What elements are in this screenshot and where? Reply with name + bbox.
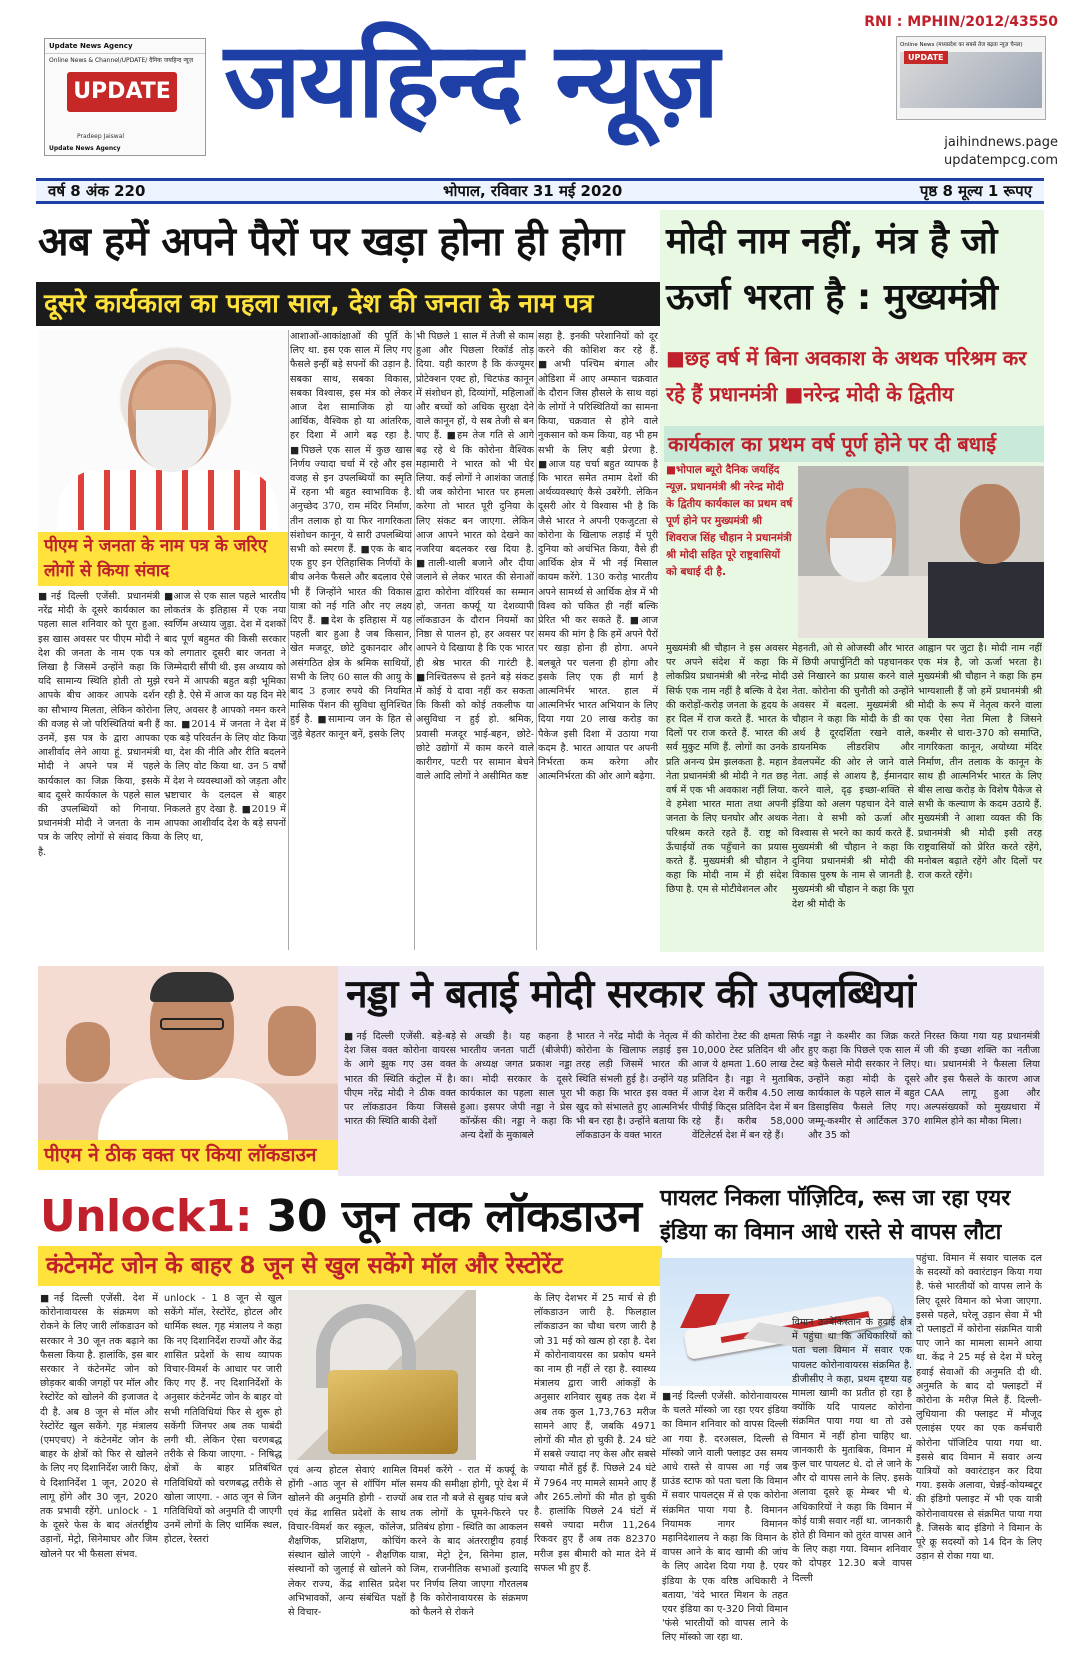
website-links bbox=[944, 134, 1058, 170]
website-link-2[interactable]: updatempcg.com bbox=[943, 153, 1058, 168]
ad-right bbox=[896, 36, 1046, 120]
ad-left-header: Update News Agency bbox=[45, 39, 205, 54]
modi-chouhan-photo bbox=[798, 466, 1044, 638]
unlock-col-4: विमर्श करेंगे - रात में कर्फ्यू के समय की समीक्षा होगी, पूरे देश में अब रात नौ बजे से सुबह पांच बजे तक लोगों के घूमने-फिरने पर प्रतिबंध होगा - स्थिति का आकलन करने के बाद अंतरराष्ट्रीय हवाई यात्रा, मेट्रो ट्रेन, सिनेमा हाल, जिम, राजनीतिक सभाओं इत्यादि पर निर्णय लिया जाएगा गौरतलब है कि कोरोनावायरस के संक्रमण को फैलने से रोकने bbox=[410, 1465, 528, 1619]
nadda-col-1: ■नई दिल्ली एजेंसी. बड़े-बड़े देश जिस वक्त कोरोना वायरस के आगे झुक गए उस वक्त भारत की स्थिति कंट्रोल में है। पीएम नरेंद्र मोदी ने ठीक वक्त पर लॉकडाउन किया जिससे भारत की स्थिति बाकी देशों bbox=[344, 1031, 456, 1128]
ad-right-text: Online News (मध्यप्रदेश का सबसे तेज बढ़ता न्यूज़ चैनल) bbox=[900, 42, 1023, 48]
unlock-subhead: कंटेनमेंट जोन के बाहर 8 जून से खुल सकेंगे मॉल और रेस्टोरेंट bbox=[38, 1246, 662, 1286]
issue-number: वर्ष 8 अंक 220 bbox=[48, 182, 146, 200]
modi-photo-caption: पीएम ने जनता के नाम पत्र के जरिए लोगों से किया संवाद bbox=[38, 532, 288, 586]
cm-col-1: मुख्यमंत्री श्री चौहान ने इस अवसर पर अपने संदेश में कहा कि लोकप्रिय प्रधानमंत्री श्री नरेन्द्र मोदी सिर्फ एक नाम नहीं है बल्कि वे देश की करोड़ों-करोड़ जनता के हृदय के हर दिल में राज करते हैं. भारत के दिलों पर राज करते हैं. भारत की सर्व मुकुट मणि हैं. लोगों का उनके प्रति अनन्य प्रेम झलकता है. महान नेता प्रधानमंत्री श्री मोदी ने गत छह वर्ष में एक भी अवकाश नहीं लिया. वे हमेशा भारत माता तथा अपनी जनता के लिए घनघोर और अथक परिश्रम करते रहते हैं. राष्ट्र को ऊँचाईयों तक पहुँचाने का प्रयास करते हैं. मुख्यमंत्री श्री चौहान ने कहा कि मोदी नाम में ही संदेश छिपा है. एम से मोटीवेशनल और bbox=[666, 643, 788, 896]
padlock-photo bbox=[288, 1290, 476, 1460]
rni-number: RNI : MPHIN/2012/43550 bbox=[864, 14, 1058, 30]
ad-left-person: Pradeep Jaiswal bbox=[77, 133, 125, 140]
nadda-col-5: नड्डा ने कश्मीर का जिक्र करते हुए कहा कि पिछले एक साल में बड़े फैसले मोदी सरकार ने लिए। उन्होंने कहा मोदी के दूसरे कार्यकाल के पहले साल में बहुत डिसाइसिव फैसले लिए गए। जम्मू-कश्मीर से आर्टिकल 370 और 35 को bbox=[808, 1031, 920, 1142]
main-col-3: आशाओं-आकांक्षाओं की पूर्ति के लिए था. इस एक साल में लिए गए फैसले इन्हीं बड़े सपनों की उड़ान है. सबका साथ, सबका विकास, सबका विश्वास, इस मंत्र को लेकर आज देश सामाजिक हो या आर्थिक, वैश्विक हो या आंतरिक, हर दिशा में आगे बढ़ रहा है. ■पिछले एक साल में कुछ खास निर्णय ज्यादा चर्चा में रहे और इस वजह से इन उपलब्धियों का स्मृति में रहना भी बहुत स्वाभाविक है. अनुच्छेद 370, राम मंदिर निर्माण, तीन तलाक हो या फिर नागरिकता संशोधन कानून, ये सारी उपलब्धियां सभी को स्मरण हैं. ■एक के बाद एक हुए इन ऐतिहासिक निर्णयों के बीच अनेक फैसले और बदलाव ऐसे भी हैं जिन्होंने भारत की विकास यात्रा को नई गति और नए लक्ष्य दिए हैं. ■देश के इतिहास में यह पहली बार हुआ है जब किसान, खेत मजदूर, छोटे दुकानदार और असंगठित क्षेत्र के श्रमिक साथियों, सभी के लिए 60 साल की आयु के बाद 3 हजार रुपये की नियमित मासिक पेंशन की सुविधा सुनिश्चित हुई है. ■सामान्य जन के हित से जुड़े बेहतर कानून बनें, इसके लिए bbox=[290, 331, 412, 740]
ad-left-footer: Update News Agency bbox=[49, 145, 121, 152]
modi-photo bbox=[38, 330, 288, 530]
cm-subhead: ■छह वर्ष में बिना अवकाश के अथक परिश्रम कर रहे हैं प्रधानमंत्री ■नरेन्द्र मोदी के द्वितीय bbox=[666, 346, 1027, 406]
dateline-bar bbox=[36, 178, 1044, 204]
cm-col-2: मेहनती, ओ से ओजस्वी और भारत में छिपी अपार्चुनिटी को पहचानकर उसे निखारने का प्रयास करने वाले नेता. कोरोना की चुनौती को उन्होंने अवसर में बदला. मुख्यमंत्री श्री चौहान ने कहा कि मोदी के डी का अर्थ है दूरदर्शिता रखने वाले, डायनमिक लीडरशिप और डेवलपमेंट की ओर ले जाने वाले नेता. आई से आशय है, ईमानदार करने वाले, दृढ़ इच्छा-शक्ति से इंडिया को अलग पहचान देने वाले नेता। वे सभी को ऊर्जा और विश्वास से भरने का कार्य करते हैं. मुख्यमंत्री श्री चौहान ने कहा कि दुनिया प्रधानमंत्री श्री मोदी की विकास पुरुष के नाम से जानती है. मुख्यमंत्री श्री चौहान ने कहा कि पूरा देश श्री मोदी के bbox=[792, 643, 914, 910]
nadda-photo bbox=[38, 966, 338, 1162]
unlock-col-1: ■नई दिल्ली एजेंसी. देश में कोरोनावायरस के संक्रमण को रोकने के लिए जारी लॉकडाउन को सरकार ने 30 जून तक बढ़ाने का फैसला किया है. हालांकि, इस बार सरकार ने कंटेनमेंट जोन को छोड़कर बाकी जगहों पर मॉल और रेस्टोरेंट को खोलने की इजाजत दे दी है. अब 8 जून से मॉल और रेस्टोरेंट खुल सकेंगे. गृह मंत्रालय (एमएचए) ने कंटेनमेंट जोन के बाहर के क्षेत्रों को फिर से खोलने के लिए नए दिशानिर्देश जारी किए, ये दिशानिर्देश 1 जून, 2020 से लागू होंगे और 30 जून, 2020 तक प्रभावी रहेंगे. unlock - 1 के दूसरे फेस के बाद अंतर्राष्ट्रीय उड़ानों, मेट्रो, सिनेमाघर और जिम खोलने पर भी फैसला संभव. bbox=[40, 1293, 158, 1560]
main-col-5: सहा है. इनकी परेशानियों को दूर करने की कोशिश कर रहे हैं. ■अभी पश्चिम बंगाल और ओडिशा में आए अम्फान चक्रवात के दौरान जिस हौसले के साथ वहां के लोगों ने परिस्थितियों का सामना किया, चक्रवात से होने वाले नुकसान को कम किया, वह भी हम सभी के लिए बड़ी प्रेरणा है. ■आज यह चर्चा बहुत व्यापक है कि भारत समेत तमाम देशों की अर्थव्यवस्थाएं कैसे उबरेंगी. लेकिन दूसरी ओर ये विश्वास भी है कि जैसे भारत ने अपनी एकजुटता से कोरोना के खिलाफ लड़ाई में पूरी दुनिया को अचंभित किया, वैसे ही आर्थिक क्षेत्र में भी नई मिसाल कायम करेंगे. 130 करोड़ भारतीय अपने सामर्थ्य से आर्थिक क्षेत्र में भी विश्व को चकित ही नहीं बल्कि प्रेरित भी कर सकते हैं. ■आज समय की मांग है कि हमें अपने पैरों पर खड़ा होना ही होगा. अपने बलबूते पर चलना ही होगा और इसके लिए एक ही मार्ग है आत्मनिर्भर भारत. हाल में आत्मनिर्भर भारत अभियान के लिए दिया गया 20 लाख करोड़ का पैकेज इसी दिशा में उठाया गया कदम है. भारत आयात पर अपनी निर्भरता कम करेगा और आत्मनिर्भरता की ओर आगे बढ़ेगा. bbox=[538, 331, 658, 783]
cm-col-3: आह्वान पर जुटा है। मोदी नाम नहीं एक मंत्र है, जो ऊर्जा भरता है। मुख्यमंत्री श्री चौहान ने कहा कि हम भाग्यशाली हैं जो हमें प्रधानमंत्री श्री मोदी के रूप में नेतृत्व करने वाला एक ऐसा नेता मिला है जिसने कश्मीर से धारा-370 को समाप्ति, नागरिकता कानून, अयोध्या मंदिर निर्माण, तीन तलाक के कानून के साथ ही आत्मनिर्भर भारत के लिए बीस लाख करोड़ के विशेष पैकेज से सभी के कल्याण के कदम उठाये हैं. मुख्यमंत्री ने आशा व्यक्त की कि प्रधानमंत्री श्री मोदी इसी तरह राष्ट्रवासियों को प्रेरित करते रहेंगे, मनोबल बढ़ाते रहेंगे और दिलों पर राज करते रहेंगे। bbox=[918, 643, 1042, 882]
main-headline: अब हमें अपने पैरों पर खड़ा होना ही होगा bbox=[38, 219, 624, 265]
website-link[interactable]: jaihindnews.page bbox=[944, 135, 1058, 150]
ad-left-line: Online News & Channel/UPDATE/ दैनिक जयहिन्द न्यूज़ bbox=[49, 57, 194, 64]
cm-headline: मोदी नाम नहीं, मंत्र है जो ऊर्जा भरता है : मुख्यमंत्री bbox=[666, 221, 999, 318]
page-price: पृष्ठ 8 मूल्य 1 रूपए bbox=[919, 182, 1032, 200]
pilot-col-3: पहुंचा. विमान में सवार चालक दल के सदस्यों को क्वारंटाइन किया गया है. फंसे भारतीयों को वापस लाने के लिए दूसरे विमान को भेजा जाएगा. इससे पहले, घरेलू उड़ान सेवा में भी दो फ्लाइटों में कोरोना संक्रमित यात्री पाए जाने का मामला सामने आया था. केंद्र ने 25 मई से देश में घरेलू हवाई सेवाओं की अनुमति दी थी. अनुमति के बाद दो फ्लाइटों में कोरोना के मरीज़ मिले हैं. दिल्ली-लुधियाना की फ्लाइट में मौजूद एलाइंस एयर का एक कर्मचारी कोरोना पॉजिटिव पाया गया था. इससे बाद विमान में सवार अन्य यात्रियों को क्वारंटाइन कर दिया गया. इसके अलावा, चेन्नई-कोयम्बटूर की इंडिगो फ्लाइट में भी एक यात्री कोरोनावायरस से संक्रमित पाया गया है. जिसके बाद इंडिगो ने विमान के पूरे क्रू सदस्यों को 14 दिन के लिए उड़ान से रोका गया था. bbox=[916, 1253, 1042, 1563]
column-rule bbox=[414, 330, 415, 950]
column-rule bbox=[288, 330, 289, 950]
nadda-headline: नड्डा ने बताई मोदी सरकार की उपलब्धियां bbox=[346, 972, 916, 1017]
ad-left-badge: UPDATE bbox=[67, 72, 177, 112]
cm-subhead-2: कार्यकाल का प्रथम वर्ष पूर्ण होने पर दी बधाई bbox=[664, 426, 1044, 462]
nadda-col-6: निरस्त किया गया यह प्रधानमंत्री जी की इच्छा शक्ति का नतीजा था। प्रधानमंत्री ने फैसला लिया और इस फैसले के कारण आज CAA लागू हुआ और अल्पसंख्यकों को मुख्यधारा में शामिल होने का मौका मिला। bbox=[924, 1031, 1040, 1128]
pilot-col-2: विमान उज्बेकिस्तान के हवाई क्षेत्र में पहुंचा था कि अधिकारियों को पता चला विमान में सवार एक पायलट कोरोनावायरस संक्रमित है. डीजीसीए ने कहा, प्रथम दृष्टया यह मामला खामी का प्रतीत हो रहा है क्योंकि यदि पायलट कोरोना संक्रमित पाया गया था तो उसे विमान में नहीं होना चाहिए था. जानकारी के मुताबिक, विमान में कुल चार पायलट थे. दो ले जाने के और दो वापस लाने के लिए. इसके अलावा दूसरे क्रू मेम्बर भी थे. अधिकारियों ने कहा कि विमान में कोई यात्री सवार नहीं था. जानकारी होते ही विमान को तुरंत वापस आने के लिए कहा गया. विमान शनिवार को दोपहर 12.30 बजे वापस दिल्ली bbox=[792, 1317, 912, 1584]
main-col-2: ■आज से एक साल पहले भारतीय लोकतंत्र के इतिहास में एक नया स्वर्णिम अध्याय जुड़ा. देश में दशकों बाद पूर्ण बहुमत की किसी सरकार को लगातार दूसरी बार जनता ने जिम्मेदारी सौंपी थी. इस अध्याय को रचने में आपकी बहुत बड़ी भूमिका रही है. ऐसे में आज का यह दिन मेरे लिए, अवसर है आपको नमन करने का. ■2014 में जनता ने देश में एक बड़े परिवर्तन के लिए वोट किया था, देश की नीति और रीति बदलने के लिए वोट किया था. उन 5 वर्षों में देश ने व्यवस्थाओं को जड़ता और भ्रष्टाचार के दलदल से बाहर निकलते हुए देखा है. ■2019 में आपका आशीर्वाद देश के बड़े सपनों के लिए था, bbox=[164, 591, 286, 844]
date-place: भोपाल, रविवार 31 मई 2020 bbox=[443, 182, 623, 200]
newspaper-title: जयहिन्द न्यूज़ bbox=[224, 19, 718, 141]
main-col-1: ■नई दिल्ली एजेंसी. प्रधानमंत्री नरेंद्र मोदी के दूसरे कार्यकाल का पहला साल शनिवार को पूरा हुआ. इस खास अवसर पर पीएम मोदी ने देश की जनता के नाम एक पत्र लिखा है जिसमें उन्होंने कहा कि यदि सामान्य स्थिति होती तो मुझे आपके बीच आकर आपके दर्शन का सौभाग्य मिलता, लेकिन कोरोना की वजह से जो परिस्थितियां बनी हैं उनमें, इस पत्र के द्वारा आपका आशीर्वाद लेने आया हूं. प्रधानमंत्री मोदी ने अपने पत्र में पहले कार्यकाल का जिक्र किया, इसके बाद दूसरे कार्यकाल के पहले साल की उपलब्धियों को गिनाया. प्रधानमंत्री मोदी ने जनता के नाम पत्र के जरिए लोगों से संवाद किया है. bbox=[38, 591, 160, 858]
unlock-headline-label: Unlock1: bbox=[40, 1191, 252, 1242]
unlock-headline-text: 30 जून तक लॉकडाउन bbox=[266, 1191, 642, 1242]
unlock-headline bbox=[40, 1184, 660, 1244]
nadda-col-3: भारत ने नरेंद्र मोदी के नेतृत्व में कोरोना के खिलाफ लड़ाई इस तरह लड़ी जिसमें भारत की स्थिति संभली हुई है। उन्होंने यह भी कहा कि भारत इस वक्त में खुद को संभालते हुए आत्मनिर्भर भी बन रहा है। उन्होंने बताया कि लॉकडाउन के वक्त भारत bbox=[576, 1031, 688, 1142]
pilot-headline: पायलट निकला पॉज़िटिव, रूस जा रहा एयर इंडिया का विमान आधे रास्ते से वापस लौटा bbox=[660, 1186, 1011, 1245]
masthead bbox=[0, 0, 1080, 178]
unlock-col-2: unlock - 1 8 जून से खुल सकेंगे मॉल, रेस्टोरेंट, होटल और धार्मिक स्थल. गृह मंत्रालय ने कहा कि नए दिशानिर्देश राज्यों और केंद्र शासित प्रदेशों के साथ व्यापक विचार-विमर्श के आधार पर जारी किए गए हैं. नए दिशानिर्देशों के अनुसार कंटेनमेंट जोन के बाहर वो सभी गतिविधियां फिर से शुरू हो सकेंगी जिनपर अब तक पाबंदी लगी थी. लेकिन ऐसा चरणबद्ध तरीके से किया जाएगा. - निषिद्ध क्षेत्रों के बाहर प्रतिबंधित गतिविधियों को चरणबद्ध तरीके से खोला जाएगा. - आठ जून से जिन गतिविधियों को अनुमति दी जाएगी उनमें लोगों के लिए धार्मिक स्थल, होटल, रेस्तरां bbox=[164, 1293, 282, 1546]
main-col-4: भी पिछले 1 साल में तेजी से काम हुआ और पिछला रिकॉर्ड तोड़ दिया. यही कारण है कि कंज्यूमर प्रोटेक्शन एक्ट हो, चिटफंड कानून में संशोधन हो, दिव्यांगों, महिलाओं और बच्चों को अधिक सुरक्षा देने वाले कानून हों, ये सब तेजी से बन पाए हैं. ■हम तेज गति से आगे बढ़ रहे थे कि कोरोना वैश्विक महामारी ने भारत को भी घेर लिया. कई लोगों ने आशंका जताई थी जब कोरोना भारत पर हमला करेगा तो भारत पूरी दुनिया के लिए संकट बन जाएगा. लेकिन आज आपने भारत को देखने का नजरिया बदलकर रख दिया है. ■ताली-थाली बजाने और दीया जलाने से लेकर भारत की सेनाओं द्वारा कोरोना वॉरियर्स का सम्मान हो, जनता कर्फ्यू या देशव्यापी लॉकडाउन के दौरान नियमों का निष्ठा से पालन हो, हर अवसर पर आपने ये दिखाया है कि एक भारत ही श्रेष्ठ भारत की गारंटी है. ■निश्चितरूप से इतने बड़े संकट में कोई ये दावा नहीं कर सकता कि किसी को कोई तकलीफ या असुविधा न हुई हो. श्रमिक, प्रवासी मजदूर भाई-बहन, छोटे-छोटे उद्योगों में काम करने वाले कारीगर, पटरी पर सामान बेचने वाले आदि लोगों ने असीमित कष्ट bbox=[416, 331, 534, 783]
ad-right-badge: UPDATE bbox=[904, 51, 948, 64]
nadda-col-4: की कोरोना टेस्ट की क्षमता सिर्फ 10,000 टेस्ट प्रतिदिन थी और आज ये क्षमता 1.60 लाख टेस्ट प्रतिदिन है। नड्डा ने मुताबिक, आज देश में करीब 4.50 लाख पीपीई किट्स प्रतिदिन देश में बन रहे हैं। करीब 58,000 वेंटिलेटर्स देश में बन रहे हैं। bbox=[692, 1031, 804, 1142]
nadda-col-2: से अच्छी है। यह कहना है भारतीय जनता पार्टी (बीजेपी) के अध्यक्ष जगत प्रकाश नड्डा का। मोदी सरकार के दूसरे कार्यकाल का पहला साल पूरा हुआ। इसपर जेपी नड्डा ने प्रेस कॉन्फ्रेंस की। नड्डा ने कहा कि अन्य देशों के मुकाबले bbox=[460, 1031, 572, 1142]
unlock-col-3: एवं अन्य होटल सेवाएं शामिल होंगी -आठ जून से शॉपिंग मॉल खोलने की अनुमति होगी - राज्यों एवं केंद्र शासित प्रदेशों के साथ विचार-विमर्श कर स्कूल, कॉलेज, शैक्षणिक, प्रशिक्षण, कोचिंग संस्थान खोले जाएंगे - शैक्षणिक संस्थानों को जुलाई से खोलने को लेकर राज्य, केंद्र शासित प्रदेश अभिभावकों, अन्य संबंधित पक्षों से विचार- bbox=[288, 1465, 406, 1619]
ad-left bbox=[44, 38, 206, 156]
column-rule bbox=[536, 330, 537, 950]
nadda-photo-caption: पीएम ने ठीक वक्त पर किया लॉकडाउन bbox=[38, 1140, 338, 1170]
pilot-col-1: ■नई दिल्ली एजेंसी. कोरोनावायरस के चलते मॉस्को जा रहा एयर इंडिया का विमान शनिवार को वापस दिल्ली आ गया है. दरअसल, दिल्ली से मॉस्को जाने वाली फ्लाइट उस समय आधे रास्ते से वापस आ गई जब ग्राउंड स्टाफ को पता चला कि विमान में सवार पायलट्स में से एक कोरोना संक्रमित पाया गया है. विमानन नियामक नागर विमानन महानिदेशालय ने कहा कि विमान के वापस आने के बाद खामी की जांच के लिए आदेश दिया गया है. एयर इंडिया के एक वरिष्ठ अधिकारी ने बताया, 'वंदे भारत मिशन के तहत एयर इंडिया का ए-320 नियो विमान 'फंसे भारतीयों को वापस लाने के लिए मॉस्को जा रहा था. bbox=[662, 1391, 788, 1644]
main-subhead: दूसरे कार्यकाल का पहला साल, देश की जनता के नाम पत्र bbox=[36, 282, 666, 326]
unlock-col-5: के लिए देशभर में 25 मार्च से ही लॉकडाउन जारी है. फिलहाल लॉकडाउन का चौथा चरण जारी है जो 31 मई को खत्म हो रहा है. देश में कोरोनावायरस का प्रकोप थमने का नाम ही नहीं ले रहा है. स्वास्थ्य मंत्रालय द्वारा जारी आंकड़ों के अनुसार शनिवार सुबह तक देश में अब तक कुल 1,73,763 मरीज सामने आए हैं, जबकि 4971 लोगों की मौत हो चुकी है. 24 घंटे में सबसे ज्यादा नए केस और सबसे ज्यादा मौतें हुई हैं. पिछले 24 घंटे में 7964 नए मामले सामने आए हैं और 265.लोगों की मौत हो चुकी है. हालांकि पिछले 24 घंटों में सबसे ज्यादा मरीज 11,264 रिकवर हुए हैं अब तक 82370 मरीज इस बीमारी को मात देने में सफल भी हुए हैं. bbox=[534, 1293, 656, 1574]
cm-lead: ■भोपाल ब्यूरो दैनिक जयहिंद न्यूज़. प्रधानमंत्री श्री नरेन्द्र मोदी के द्वितीय कार्यकाल का प्रथम वर्ष पूर्ण होने पर मुख्यमंत्री श्री शिवराज सिंह चौहान ने प्रधानमंत्री श्री मोदी सहित पूरे राष्ट्रवासियों को बधाई दी है. bbox=[666, 464, 793, 578]
